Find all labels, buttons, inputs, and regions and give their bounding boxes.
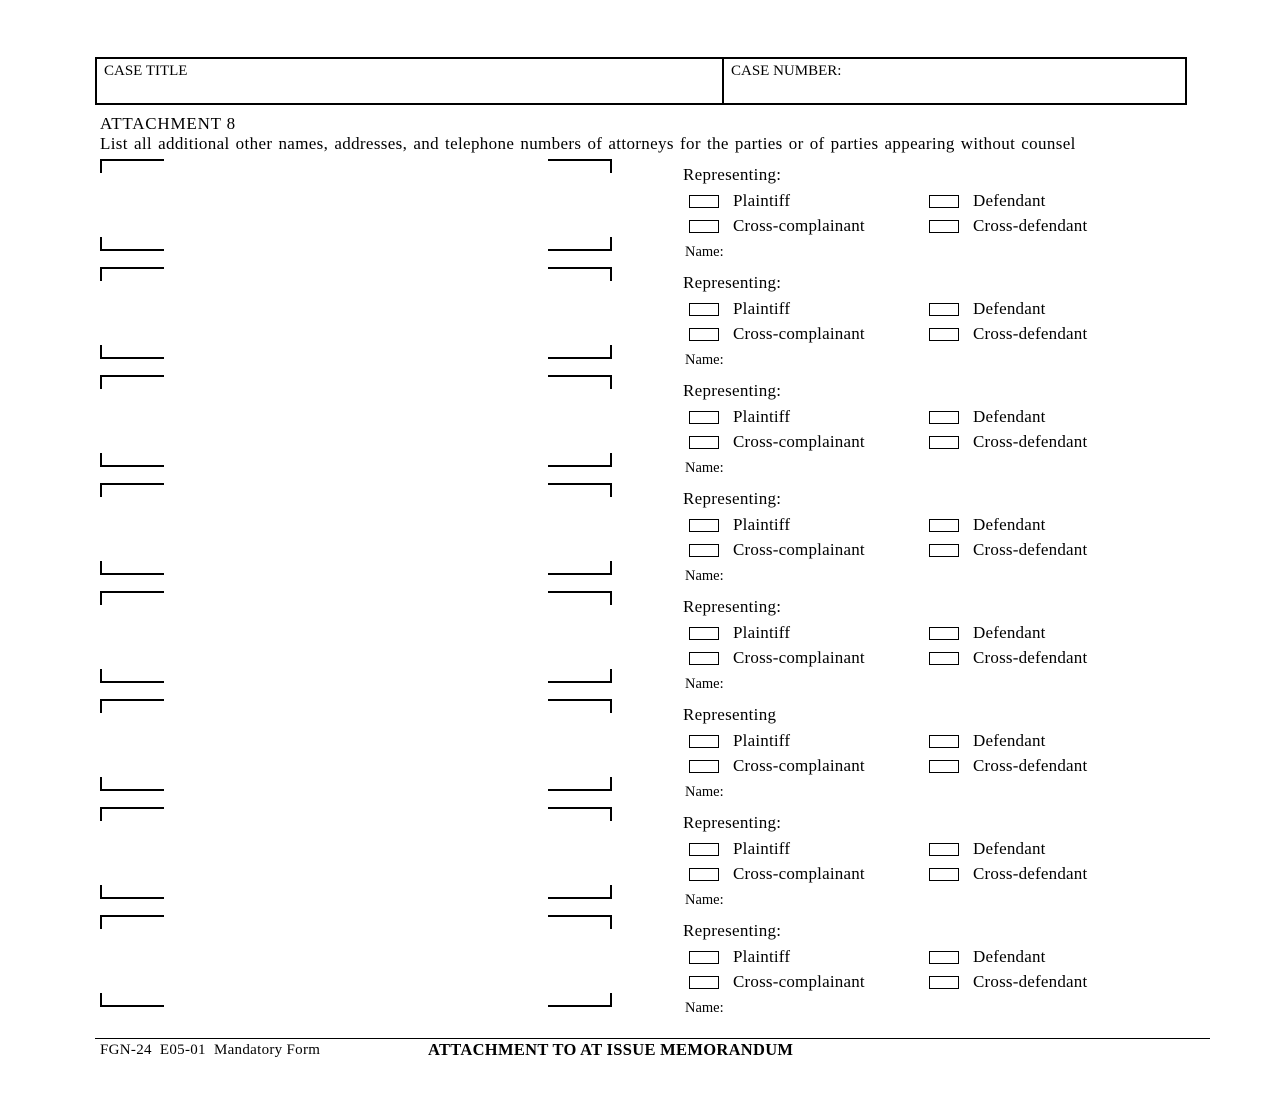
checkbox-label: Defendant xyxy=(973,407,1046,426)
checkbox-label: Defendant xyxy=(973,191,1046,210)
checkbox-icon[interactable] xyxy=(689,195,719,208)
checkbox-label: Cross-complainant xyxy=(733,756,865,775)
checkbox-icon[interactable] xyxy=(689,544,719,557)
checkbox-icon[interactable] xyxy=(929,303,959,316)
checkbox-plaintiff[interactable] xyxy=(689,407,929,427)
checkbox-plaintiff[interactable] xyxy=(689,731,929,751)
checkbox-label: Defendant xyxy=(973,299,1046,318)
checkbox-defendant[interactable] xyxy=(929,515,1183,535)
corner-bracket-top-left-icon xyxy=(100,483,164,497)
representing-section xyxy=(683,273,1183,369)
checkbox-cross-complainant[interactable] xyxy=(689,648,929,668)
party-block xyxy=(95,373,1185,481)
checkbox-label: Cross-defendant xyxy=(973,216,1088,235)
checkbox-icon[interactable] xyxy=(689,951,719,964)
name-label: Name: xyxy=(685,352,724,368)
checkbox-cross-complainant[interactable] xyxy=(689,216,929,236)
name-label: Name: xyxy=(685,1000,724,1016)
representing-options xyxy=(689,299,1183,344)
checkbox-label: Cross-defendant xyxy=(973,432,1088,451)
name-row xyxy=(685,244,1183,261)
representing-label: Representing xyxy=(683,705,777,724)
corner-bracket-bottom-left-icon xyxy=(100,345,164,359)
checkbox-icon[interactable] xyxy=(929,627,959,640)
attorney-address-area[interactable] xyxy=(95,159,612,251)
checkbox-label: Cross-complainant xyxy=(733,540,865,559)
name-label: Name: xyxy=(685,784,724,800)
case-number-cell xyxy=(724,59,1185,103)
checkbox-cross-complainant[interactable] xyxy=(689,540,929,560)
name-label: Name: xyxy=(685,568,724,584)
party-block xyxy=(95,589,1185,697)
attorney-address-area[interactable] xyxy=(95,375,612,467)
name-input[interactable] xyxy=(727,784,907,796)
corner-bracket-top-left-icon xyxy=(100,267,164,281)
name-row xyxy=(685,568,1183,585)
corner-bracket-top-right-icon xyxy=(548,267,612,281)
name-input[interactable] xyxy=(727,460,907,472)
checkbox-cross-defendant[interactable] xyxy=(929,756,1183,776)
checkbox-label: Cross-complainant xyxy=(733,216,865,235)
footer-form-title: ATTACHMENT TO AT ISSUE MEMORANDUM xyxy=(428,1040,794,1059)
checkbox-icon[interactable] xyxy=(689,220,719,233)
corner-bracket-bottom-right-icon xyxy=(548,453,612,467)
corner-bracket-top-left-icon xyxy=(100,807,164,821)
checkbox-cross-complainant[interactable] xyxy=(689,972,929,992)
corner-bracket-bottom-right-icon xyxy=(548,885,612,899)
checkbox-label: Cross-defendant xyxy=(973,756,1088,775)
checkbox-icon[interactable] xyxy=(689,436,719,449)
corner-bracket-bottom-right-icon xyxy=(548,237,612,251)
checkbox-cross-defendant[interactable] xyxy=(929,324,1183,344)
checkbox-label: Plaintiff xyxy=(733,839,791,858)
checkbox-cross-defendant[interactable] xyxy=(929,540,1183,560)
representing-options xyxy=(689,515,1183,560)
corner-bracket-top-left-icon xyxy=(100,591,164,605)
name-label: Name: xyxy=(685,244,724,260)
checkbox-icon[interactable] xyxy=(929,976,959,989)
case-header-box xyxy=(95,57,1187,105)
checkbox-label: Cross-defendant xyxy=(973,864,1088,883)
party-blocks xyxy=(95,157,1185,1021)
checkbox-icon[interactable] xyxy=(929,195,959,208)
checkbox-icon[interactable] xyxy=(929,436,959,449)
checkbox-icon[interactable] xyxy=(689,627,719,640)
representing-label: Representing: xyxy=(683,381,782,400)
representing-options xyxy=(689,623,1183,668)
checkbox-icon[interactable] xyxy=(929,843,959,856)
checkbox-icon[interactable] xyxy=(929,652,959,665)
representing-section xyxy=(683,813,1183,909)
representing-section xyxy=(683,489,1183,585)
corner-bracket-bottom-right-icon xyxy=(548,669,612,683)
case-title-cell xyxy=(97,59,724,103)
corner-bracket-bottom-right-icon xyxy=(548,777,612,791)
attorney-address-area[interactable] xyxy=(95,591,612,683)
checkbox-cross-defendant[interactable] xyxy=(929,432,1183,452)
checkbox-icon[interactable] xyxy=(929,951,959,964)
checkbox-label: Plaintiff xyxy=(733,191,791,210)
checkbox-icon[interactable] xyxy=(929,760,959,773)
name-label: Name: xyxy=(685,892,724,908)
corner-bracket-top-right-icon xyxy=(548,483,612,497)
checkbox-defendant[interactable] xyxy=(929,299,1183,319)
corner-bracket-bottom-right-icon xyxy=(548,561,612,575)
checkbox-icon[interactable] xyxy=(689,519,719,532)
name-label: Name: xyxy=(685,460,724,476)
checkbox-label: Cross-complainant xyxy=(733,324,865,343)
corner-bracket-bottom-right-icon xyxy=(548,993,612,1007)
checkbox-icon[interactable] xyxy=(929,328,959,341)
checkbox-icon[interactable] xyxy=(929,220,959,233)
name-input[interactable] xyxy=(727,352,907,364)
checkbox-plaintiff[interactable] xyxy=(689,515,929,535)
checkbox-label: Cross-defendant xyxy=(973,540,1088,559)
name-input[interactable] xyxy=(727,1000,907,1012)
representing-label: Representing: xyxy=(683,597,782,616)
attorney-address-area[interactable] xyxy=(95,267,612,359)
checkbox-defendant[interactable] xyxy=(929,407,1183,427)
name-row xyxy=(685,1000,1183,1017)
checkbox-icon[interactable] xyxy=(689,760,719,773)
checkbox-plaintiff[interactable] xyxy=(689,191,929,211)
checkbox-icon[interactable] xyxy=(929,544,959,557)
corner-bracket-top-left-icon xyxy=(100,159,164,173)
name-input[interactable] xyxy=(727,568,907,580)
corner-bracket-bottom-right-icon xyxy=(548,345,612,359)
case-title-input[interactable] xyxy=(191,61,231,75)
checkbox-plaintiff[interactable] xyxy=(689,299,929,319)
checkbox-label: Cross-complainant xyxy=(733,864,865,883)
checkbox-icon[interactable] xyxy=(929,411,959,424)
case-number-label: CASE NUMBER: xyxy=(731,63,842,79)
attorney-address-area[interactable] xyxy=(95,915,612,1007)
corner-bracket-bottom-left-icon xyxy=(100,993,164,1007)
checkbox-icon[interactable] xyxy=(689,652,719,665)
name-row xyxy=(685,460,1183,477)
representing-options xyxy=(689,407,1183,452)
checkbox-plaintiff[interactable] xyxy=(689,947,929,967)
checkbox-icon[interactable] xyxy=(929,519,959,532)
checkbox-cross-defendant[interactable] xyxy=(929,648,1183,668)
name-row xyxy=(685,892,1183,909)
checkbox-label: Cross-defendant xyxy=(973,648,1088,667)
representing-label: Representing: xyxy=(683,165,782,184)
checkbox-label: Cross-complainant xyxy=(733,432,865,451)
representing-options xyxy=(689,191,1183,236)
checkbox-icon[interactable] xyxy=(929,868,959,881)
corner-bracket-bottom-left-icon xyxy=(100,669,164,683)
corner-bracket-top-right-icon xyxy=(548,807,612,821)
case-number-input[interactable] xyxy=(845,61,885,75)
attorney-address-area[interactable] xyxy=(95,699,612,791)
corner-bracket-top-right-icon xyxy=(548,699,612,713)
checkbox-icon[interactable] xyxy=(689,328,719,341)
checkbox-defendant[interactable] xyxy=(929,731,1183,751)
representing-section xyxy=(683,165,1183,261)
name-input[interactable] xyxy=(727,676,907,688)
checkbox-defendant[interactable] xyxy=(929,947,1183,967)
checkbox-icon[interactable] xyxy=(689,976,719,989)
checkbox-label: Cross-complainant xyxy=(733,648,865,667)
party-block xyxy=(95,481,1185,589)
corner-bracket-bottom-left-icon xyxy=(100,777,164,791)
checkbox-cross-defendant[interactable] xyxy=(929,972,1183,992)
corner-bracket-top-left-icon xyxy=(100,375,164,389)
representing-label: Representing: xyxy=(683,813,782,832)
name-input[interactable] xyxy=(727,244,907,256)
representing-options xyxy=(689,839,1183,884)
corner-bracket-bottom-left-icon xyxy=(100,561,164,575)
checkbox-icon[interactable] xyxy=(689,868,719,881)
checkbox-label: Plaintiff xyxy=(733,731,791,750)
checkbox-label: Defendant xyxy=(973,623,1046,642)
checkbox-plaintiff[interactable] xyxy=(689,839,929,859)
party-block xyxy=(95,805,1185,913)
corner-bracket-bottom-left-icon xyxy=(100,885,164,899)
attorney-address-area[interactable] xyxy=(95,807,612,899)
party-block xyxy=(95,697,1185,805)
corner-bracket-top-right-icon xyxy=(548,375,612,389)
party-block xyxy=(95,913,1185,1021)
checkbox-label: Plaintiff xyxy=(733,515,791,534)
corner-bracket-top-right-icon xyxy=(548,915,612,929)
checkbox-label: Plaintiff xyxy=(733,623,791,642)
checkbox-label: Cross-defendant xyxy=(973,972,1088,991)
representing-section xyxy=(683,597,1183,693)
corner-bracket-top-right-icon xyxy=(548,591,612,605)
representing-section xyxy=(683,705,1183,801)
attorney-address-area[interactable] xyxy=(95,483,612,575)
checkbox-label: Defendant xyxy=(973,731,1046,750)
name-label: Name: xyxy=(685,676,724,692)
representing-options xyxy=(689,947,1183,992)
checkbox-cross-complainant[interactable] xyxy=(689,864,929,884)
footer-divider xyxy=(95,1038,1210,1039)
party-block xyxy=(95,265,1185,373)
corner-bracket-bottom-left-icon xyxy=(100,237,164,251)
checkbox-icon[interactable] xyxy=(689,303,719,316)
checkbox-label: Plaintiff xyxy=(733,407,791,426)
checkbox-cross-defendant[interactable] xyxy=(929,864,1183,884)
checkbox-icon[interactable] xyxy=(689,735,719,748)
checkbox-label: Cross-defendant xyxy=(973,324,1088,343)
representing-label: Representing: xyxy=(683,921,782,940)
checkbox-icon[interactable] xyxy=(689,843,719,856)
name-row xyxy=(685,352,1183,369)
checkbox-icon[interactable] xyxy=(689,411,719,424)
checkbox-label: Defendant xyxy=(973,839,1046,858)
name-row xyxy=(685,784,1183,801)
attachment-heading: ATTACHMENT 8 xyxy=(100,114,236,133)
checkbox-defendant[interactable] xyxy=(929,623,1183,643)
checkbox-label: Defendant xyxy=(973,947,1046,966)
representing-section xyxy=(683,381,1183,477)
representing-section xyxy=(683,921,1183,1017)
party-block xyxy=(95,157,1185,265)
checkbox-cross-defendant[interactable] xyxy=(929,216,1183,236)
representing-label: Representing: xyxy=(683,489,782,508)
representing-options xyxy=(689,731,1183,776)
corner-bracket-bottom-left-icon xyxy=(100,453,164,467)
checkbox-plaintiff[interactable] xyxy=(689,623,929,643)
corner-bracket-top-right-icon xyxy=(548,159,612,173)
footer-form-id: FGN-24 E05-01 Mandatory Form xyxy=(100,1042,321,1058)
instructions-text: List all additional other names, addresses, and telephone numbers of attorneys for the parties or of parties appearing without counsel xyxy=(100,134,1076,153)
checkbox-label: Defendant xyxy=(973,515,1046,534)
checkbox-label: Plaintiff xyxy=(733,299,791,318)
checkbox-icon[interactable] xyxy=(929,735,959,748)
name-row xyxy=(685,676,1183,693)
corner-bracket-top-left-icon xyxy=(100,915,164,929)
checkbox-label: Cross-complainant xyxy=(733,972,865,991)
checkbox-cross-complainant[interactable] xyxy=(689,324,929,344)
name-input[interactable] xyxy=(727,892,907,904)
representing-label: Representing: xyxy=(683,273,782,292)
checkbox-cross-complainant[interactable] xyxy=(689,432,929,452)
checkbox-defendant[interactable] xyxy=(929,839,1183,859)
corner-bracket-top-left-icon xyxy=(100,699,164,713)
checkbox-label: Plaintiff xyxy=(733,947,791,966)
case-title-label: CASE TITLE xyxy=(104,63,188,79)
checkbox-defendant[interactable] xyxy=(929,191,1183,211)
checkbox-cross-complainant[interactable] xyxy=(689,756,929,776)
